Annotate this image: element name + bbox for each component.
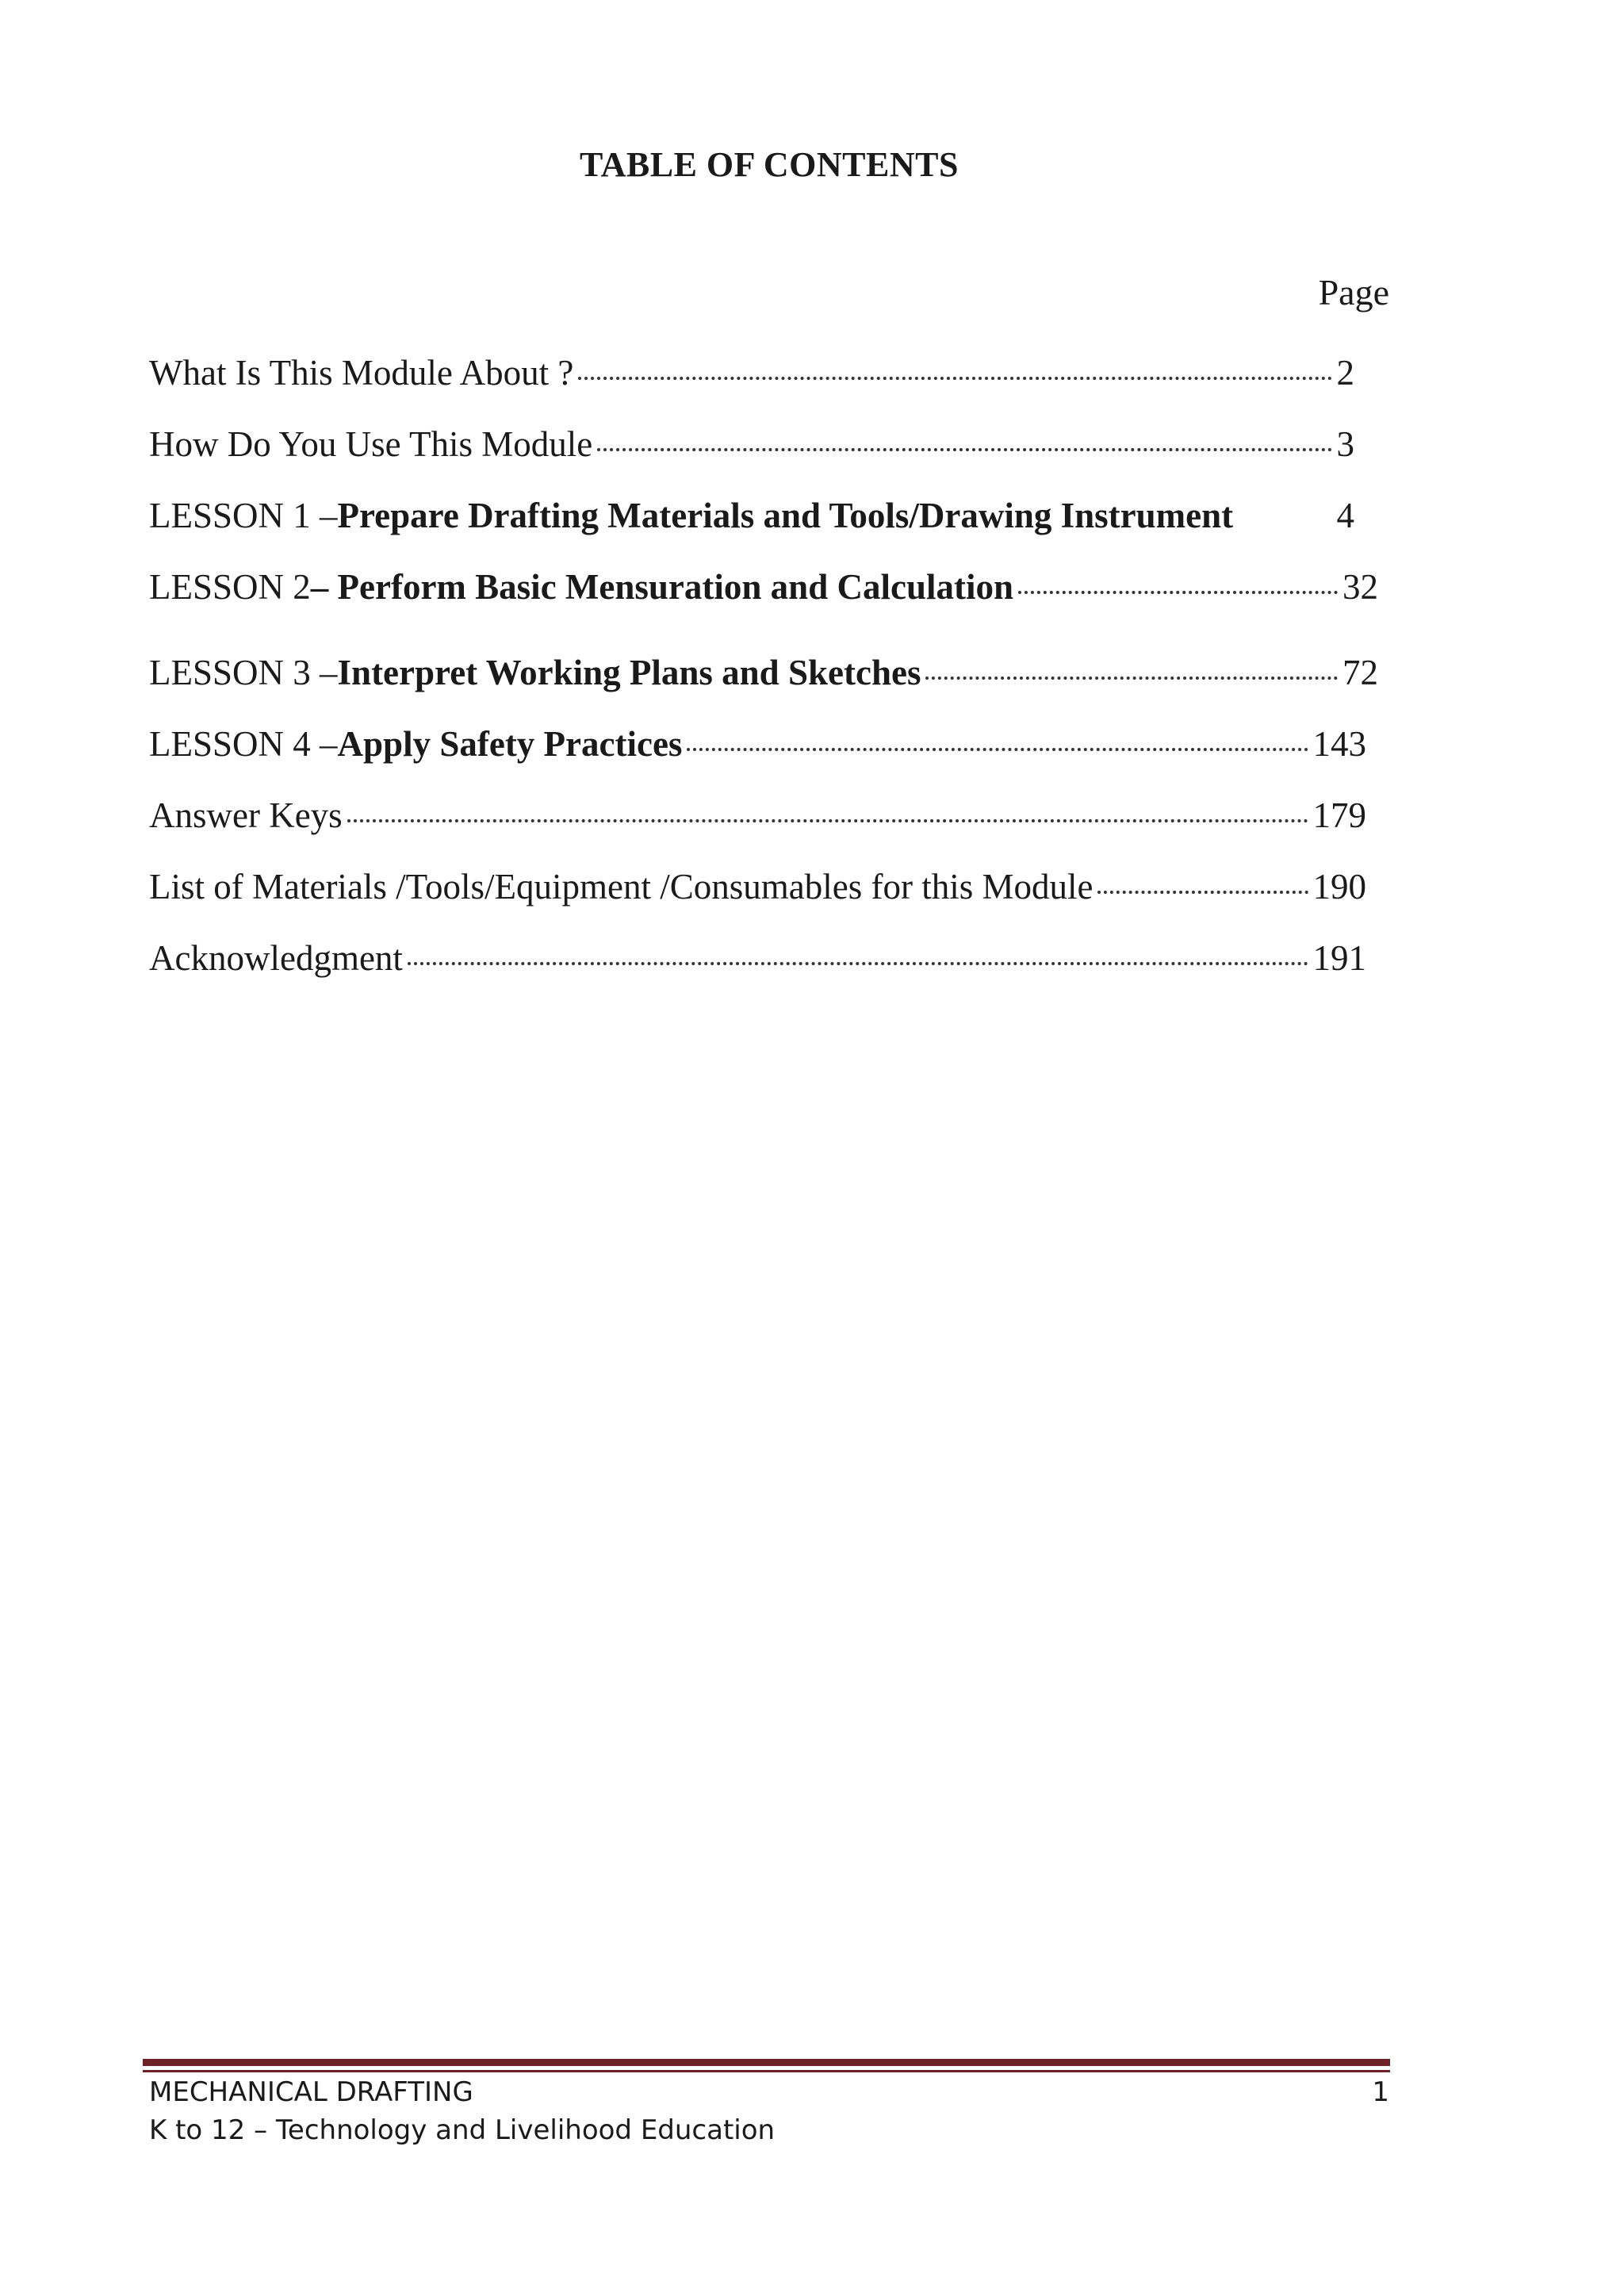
dot-leader bbox=[597, 448, 1331, 451]
toc-entry-answer-keys[interactable] bbox=[149, 795, 1366, 842]
page-column-heading: Page bbox=[1318, 272, 1389, 312]
toc-entry-label: LESSON 3 – bbox=[149, 653, 338, 692]
toc-entry-page: 32 bbox=[1342, 567, 1378, 607]
toc-entry-label: LESSON 1 – bbox=[149, 496, 338, 535]
toc-entry-bold-label: Interpret Working Plans and Sketches bbox=[337, 653, 921, 692]
toc-entry-page: 3 bbox=[1336, 424, 1354, 464]
toc-entry-page: 72 bbox=[1342, 653, 1378, 692]
footer-program: K to 12 – Technology and Livelihood Education bbox=[149, 2114, 776, 2146]
toc-entry-bold-label: Prepare Drafting Materials and Tools/Drawing Instrument bbox=[337, 496, 1234, 535]
dot-leader bbox=[408, 962, 1308, 965]
dot-leader bbox=[578, 377, 1331, 380]
dot-leader bbox=[1018, 591, 1338, 594]
toc-entry-page: 179 bbox=[1312, 795, 1366, 835]
toc-entry-page: 4 bbox=[1336, 496, 1354, 535]
dot-leader bbox=[347, 819, 1308, 822]
dot-leader bbox=[1238, 519, 1331, 523]
toc-entry-materials-list[interactable] bbox=[149, 866, 1366, 914]
toc-entry-bold-label: Apply Safety Practices bbox=[337, 724, 683, 764]
toc-entry-label: How Do You Use This Module bbox=[149, 424, 593, 464]
footer-rule-thick bbox=[143, 2059, 1390, 2066]
toc-entry-page: 191 bbox=[1312, 938, 1366, 978]
toc-entry-label: List of Materials /Tools/Equipment /Consumables for this Module bbox=[149, 867, 1094, 907]
toc-entry-page: 190 bbox=[1312, 867, 1366, 907]
toc-entry-lesson-1[interactable] bbox=[149, 495, 1354, 542]
footer-rule-thin bbox=[143, 2070, 1390, 2072]
toc-entry-label: Answer Keys bbox=[149, 795, 343, 835]
page-number: 1 bbox=[1372, 2076, 1389, 2108]
toc-entry-bold-label: – Perform Basic Mensuration and Calculation bbox=[310, 567, 1013, 607]
dot-leader bbox=[1097, 891, 1308, 894]
toc-entry-lesson-2[interactable] bbox=[149, 566, 1378, 614]
toc-entry-page: 143 bbox=[1312, 724, 1366, 764]
toc-entry-acknowledgment[interactable] bbox=[149, 937, 1366, 985]
dot-leader bbox=[687, 748, 1308, 751]
toc-entry-lesson-4[interactable] bbox=[149, 723, 1366, 771]
toc-entry-how-to-use[interactable] bbox=[149, 424, 1354, 471]
footer-subject: MECHANICAL DRAFTING bbox=[149, 2076, 473, 2108]
toc-entry-label: Acknowledgment bbox=[149, 938, 403, 978]
page-title: TABLE OF CONTENTS bbox=[580, 145, 959, 184]
toc-entry-module-about[interactable] bbox=[149, 352, 1354, 400]
dot-leader bbox=[925, 677, 1338, 680]
toc-entry-page: 2 bbox=[1336, 353, 1354, 393]
toc-entry-label: LESSON 2 bbox=[149, 567, 311, 607]
toc-entry-lesson-3[interactable] bbox=[149, 652, 1378, 700]
toc-entry-label: LESSON 4 – bbox=[149, 724, 338, 764]
toc-entry-label: What Is This Module About ? bbox=[149, 353, 574, 393]
